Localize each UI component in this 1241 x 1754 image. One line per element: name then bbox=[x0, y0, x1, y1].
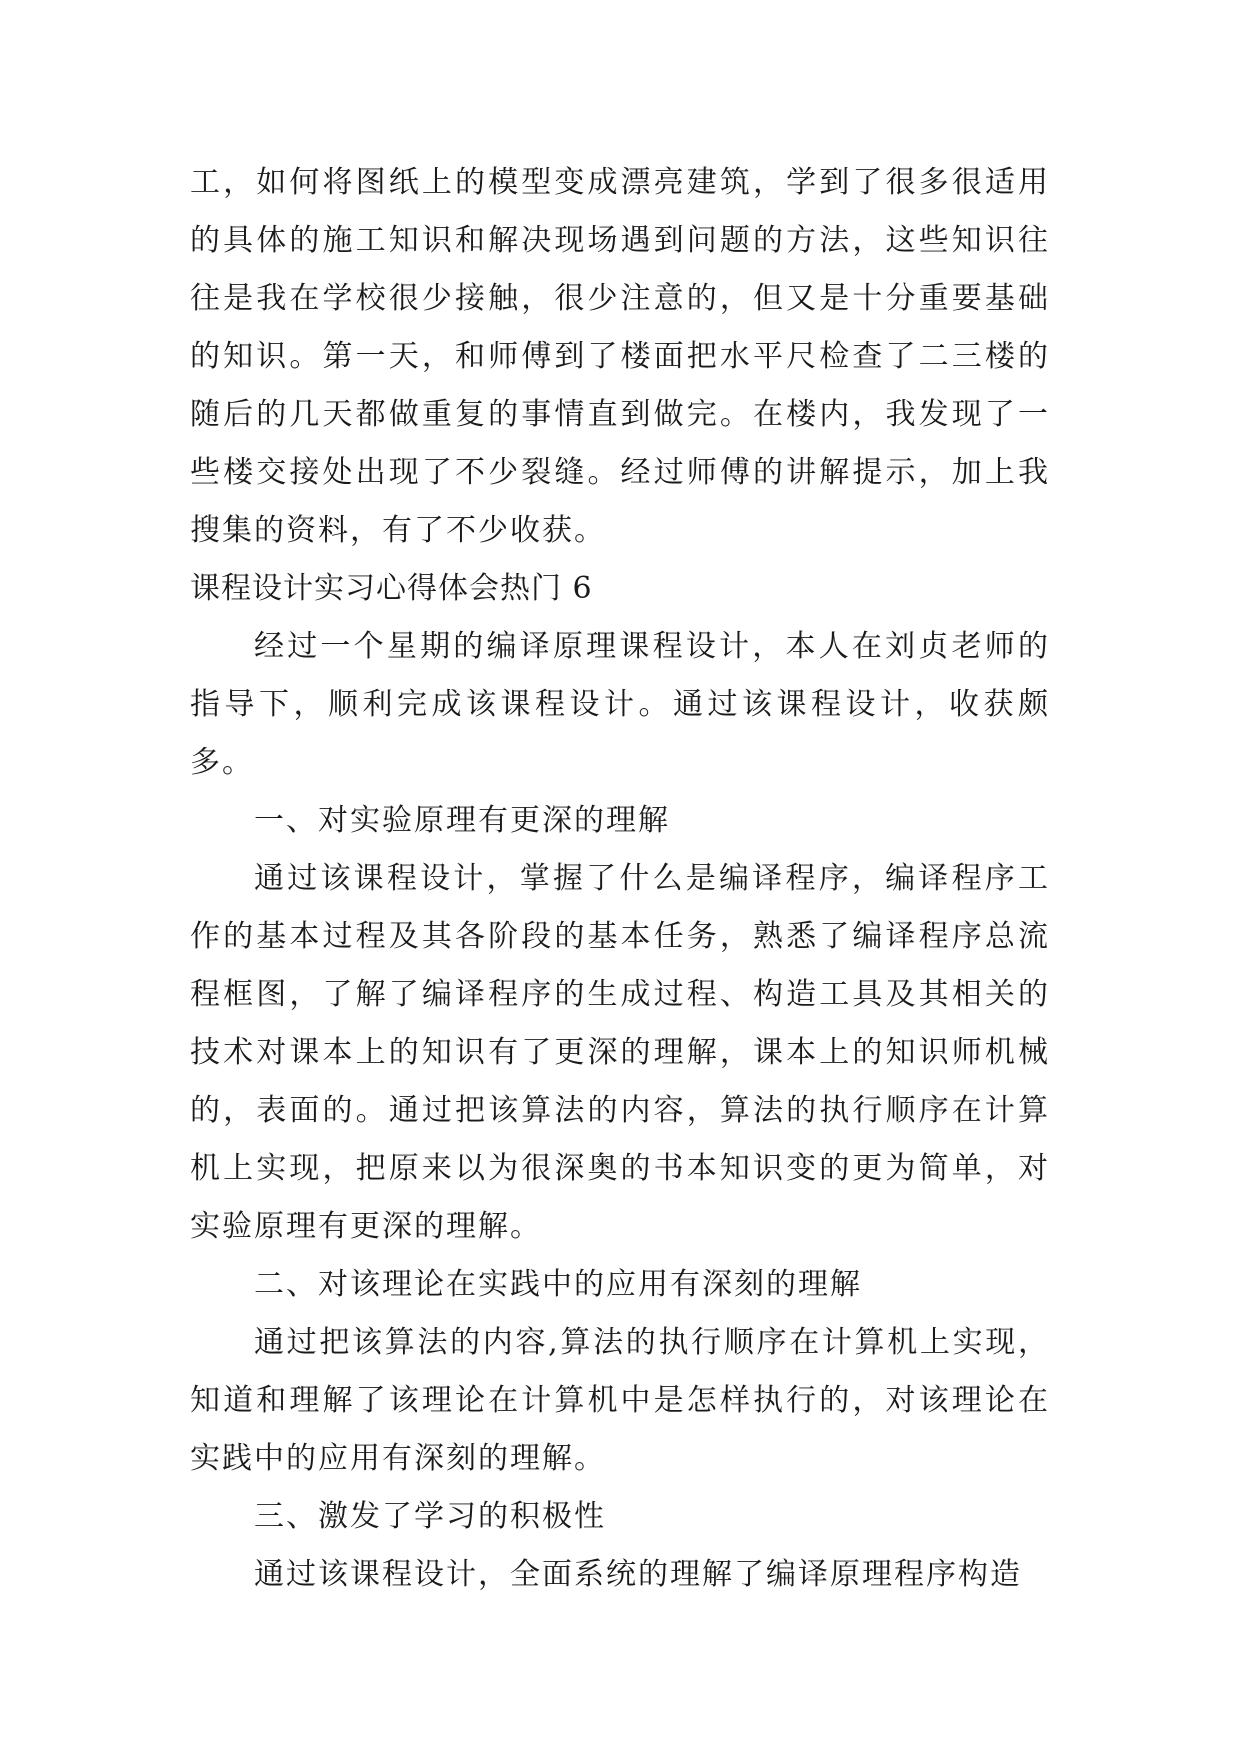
document-body bbox=[190, 154, 1050, 1604]
subheading: 一、对实验原理有更深的理解 bbox=[254, 803, 670, 838]
subheading: 二、对该理论在实践中的应用有深刻的理解 bbox=[254, 1267, 862, 1302]
paragraph: 通过该课程设计，掌握了什么是编译程序，编译程序工作的基本过程及其各阶段的基本任务，熟悉了编译程序总流程框图，了解了编译程序的生成过程、构造工具及其相关的技术对课本上的知识有了更深的理解，课本上的知识师机械的，表面的。通过把该算法的内容，算法的执行顺序在计算机上实现，把原来以为很深奥的书本知识变的更为简单，对实验原理有更深的理解。 bbox=[190, 861, 1050, 1244]
paragraph: 经过一个星期的编译原理课程设计，本人在刘贞老师的指导下，顺利完成该课程设计。通过该课程设计，收获颇多。 bbox=[190, 629, 1050, 780]
paragraph: 通过把该算法的内容,算法的执行顺序在计算机上实现，知道和理解了该理论在计算机中是怎样执行的，对该理论在实践中的应用有深刻的理解。 bbox=[190, 1325, 1050, 1476]
intro-paragraph: 工，如何将图纸上的模型变成漂亮建筑，学到了很多很适用的具体的施工知识和解决现场遇到问题的方法，这些知识往往是我在学校很少接触，很少注意的，但又是十分重要基础的知识。第一天，和师傅到了楼面把水平尺检查了二三楼的随后的几天都做重复的事情直到做完。在楼内，我发现了一些楼交接处出现了不少裂缝。经过师傅的讲解提示，加上我搜集的资料，有了不少收获。 bbox=[190, 165, 1050, 548]
paragraph: 通过该课程设计，全面系统的理解了编译原理程序构造 bbox=[254, 1557, 1022, 1592]
subheading: 三、激发了学习的积极性 bbox=[254, 1499, 606, 1534]
section-title: 课程设计实习心得体会热门 6 bbox=[190, 571, 593, 606]
